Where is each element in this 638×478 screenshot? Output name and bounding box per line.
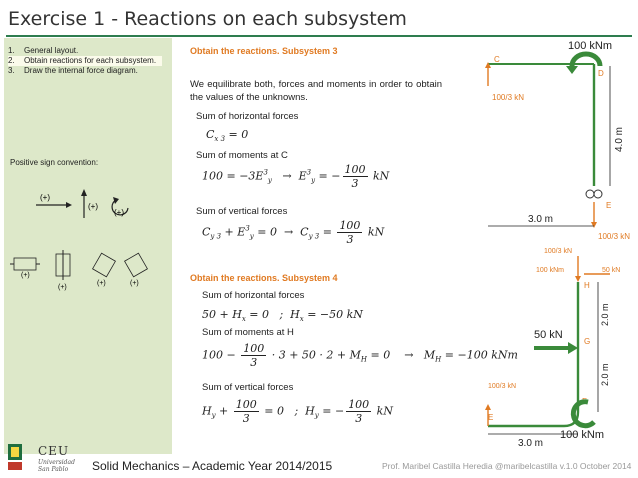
sum-vertical-label: Sum of vertical forces bbox=[202, 382, 294, 393]
subsystem3-heading: Obtain the reactions. Subsystem 3 bbox=[190, 46, 338, 56]
svg-text:4.0 m: 4.0 m bbox=[614, 126, 625, 152]
svg-text:50 kN: 50 kN bbox=[534, 329, 563, 341]
arrow-up-icon bbox=[485, 404, 491, 410]
equation-ey: $100 = -3E^3_y \to E^3_y$ = − $\frac{100}{3}$ kN bbox=[202, 163, 390, 190]
svg-text:50 kN: 50 kN bbox=[602, 267, 621, 274]
svg-text:100/3 kN: 100/3 kN bbox=[488, 383, 517, 390]
arrow-down-icon bbox=[591, 222, 597, 228]
equation-mh: 100 − $\frac{100}{3}$ · $3 + 50 \cdot 2 + M_H = 0$ → $M_H = -100$ kNm bbox=[202, 342, 518, 369]
svg-text:C: C bbox=[494, 55, 500, 64]
svg-text:H: H bbox=[584, 281, 590, 290]
ceu-wordmark: CEU bbox=[38, 444, 70, 458]
svg-text:(+): (+) bbox=[130, 280, 139, 287]
subsystem4-diagram bbox=[485, 248, 620, 449]
svg-text:100/3 kN: 100/3 kN bbox=[598, 232, 631, 241]
sum-horizontal-label: Sum of horizontal forces bbox=[196, 111, 299, 122]
structure-diagrams bbox=[448, 36, 636, 456]
svg-text:3.0 m: 3.0 m bbox=[518, 438, 544, 449]
subsystem3-diagram bbox=[485, 40, 630, 241]
svg-text:E: E bbox=[606, 201, 612, 210]
page-title: Exercise 1 - Reactions on each subsystem bbox=[8, 8, 407, 30]
equation-hy: $H_y$ + $\frac{100}{3}$ = 0 ; $H_y$ = − $\frac{100}{3}$ kN bbox=[202, 398, 393, 425]
footer-author: Prof. Maribel Castilla Heredia @maribelcastilla v.1.0 October 2014 bbox=[382, 461, 632, 471]
arrow-right-icon bbox=[568, 342, 578, 354]
ceu-subtext: Universidad San Pablo bbox=[38, 459, 75, 473]
svg-text:E: E bbox=[488, 413, 494, 422]
internal-forces-icons bbox=[10, 250, 147, 291]
sum-vertical-label: Sum of vertical forces bbox=[196, 206, 288, 217]
svg-text:(+): (+) bbox=[97, 280, 106, 287]
sum-moments-label: Sum of moments at C bbox=[196, 150, 288, 161]
steps-list bbox=[8, 46, 162, 76]
svg-text:100 kNm: 100 kNm bbox=[536, 267, 565, 274]
step-item: 1. General layout. bbox=[8, 46, 79, 55]
svg-text:100 kNm: 100 kNm bbox=[560, 429, 605, 441]
svg-text:D: D bbox=[598, 69, 604, 78]
equation-cy3: $C_{y 3} + E^3_y = 0 \to C_{y 3}$ = $\frac{100}{3}$ kN bbox=[202, 219, 385, 246]
svg-text:F: F bbox=[582, 397, 587, 406]
vertical-arrow-icon bbox=[81, 189, 87, 218]
sum-horizontal-label: Sum of horizontal forces bbox=[202, 290, 305, 301]
svg-text:3.0 m: 3.0 m bbox=[528, 214, 554, 225]
subsystem3-intro: We equilibrate both, forces and moments in order to obtain the values of the unknowns. bbox=[190, 79, 442, 103]
svg-text:2.0 m: 2.0 m bbox=[600, 303, 610, 326]
svg-text:(+): (+) bbox=[114, 208, 124, 217]
equation-cx3: $C_{x 3} = 0$ bbox=[206, 128, 249, 143]
svg-text:2.0 m: 2.0 m bbox=[600, 363, 610, 386]
svg-text:(+): (+) bbox=[21, 272, 30, 279]
step-item-active: 2. Obtain reactions for each subsystem. bbox=[8, 56, 162, 66]
roller-icon bbox=[586, 190, 594, 198]
sum-moments-label: Sum of moments at H bbox=[202, 327, 294, 338]
svg-text:100/3 kN: 100/3 kN bbox=[492, 93, 525, 102]
plus-label: (+) bbox=[40, 193, 50, 202]
sign-convention-label: Positive sign convention: bbox=[10, 158, 99, 167]
subsystem4-heading: Obtain the reactions. Subsystem 4 bbox=[190, 273, 338, 283]
horizontal-arrow-icon bbox=[36, 202, 72, 208]
equation-hx: $50 + H_x = 0$ ; $H_x = -50$ kN bbox=[202, 308, 363, 323]
svg-text:G: G bbox=[584, 337, 591, 346]
sign-convention-icons bbox=[8, 188, 168, 298]
moment-label: 100 kNm bbox=[568, 40, 613, 52]
svg-text:(+): (+) bbox=[88, 202, 98, 211]
footer-course: Solid Mechanics – Academic Year 2014/2015 bbox=[92, 459, 333, 473]
svg-text:(+): (+) bbox=[58, 284, 67, 291]
beam-bottom bbox=[488, 412, 578, 426]
svg-text:100/3 kN: 100/3 kN bbox=[544, 248, 573, 255]
arrow-down-icon bbox=[575, 276, 581, 282]
step-item: 3. Draw the internal force diagram. bbox=[8, 66, 138, 75]
